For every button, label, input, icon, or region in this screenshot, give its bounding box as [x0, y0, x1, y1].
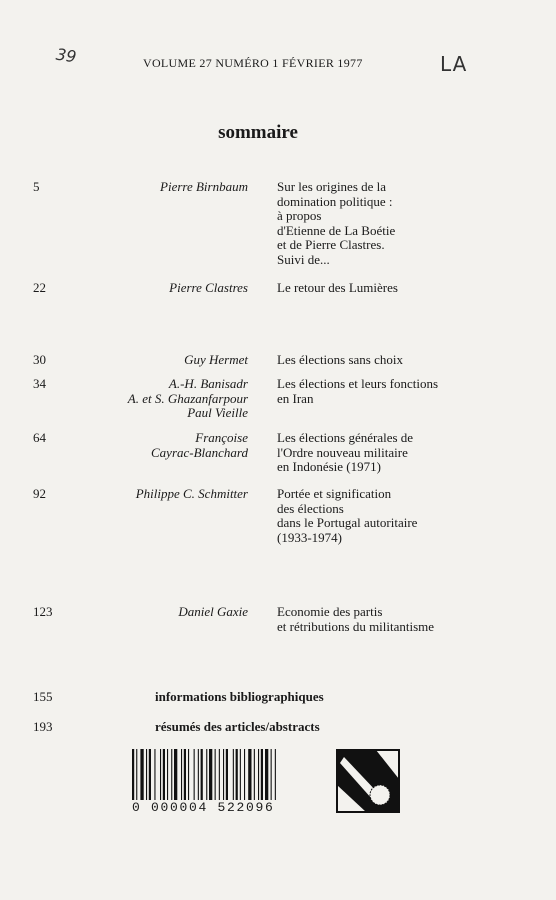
toc-author — [48, 377, 248, 421]
toc-title — [277, 281, 527, 296]
toc-title-line: Les élections sans choix — [277, 352, 403, 367]
barcode-bar — [184, 749, 186, 801]
issue-header: VOLUME 27 NUMÉRO 1 FÉVRIER 1977 — [143, 56, 363, 70]
toc-title — [277, 353, 527, 368]
toc-title-line: en Iran — [277, 390, 314, 406]
toc-section-title: résumés des articles/abstracts — [155, 719, 320, 734]
barcode-bar — [149, 749, 151, 801]
toc-author-line: Daniel Gaxie — [178, 604, 248, 619]
barcode-bar — [236, 749, 238, 801]
toc-title-line: domination politique : — [277, 193, 393, 209]
toc-title-line: l'Ordre nouveau militaire — [277, 444, 408, 460]
barcode-bar — [261, 749, 263, 801]
publisher-logo — [336, 749, 400, 813]
toc-title-line: Portée et signification — [277, 486, 392, 501]
toc-title — [277, 377, 527, 406]
toc-title-line: en Indonésie (1971) — [277, 459, 381, 474]
toc-author-line: Pierre Birnbaum — [160, 179, 248, 194]
barcode-bar — [167, 749, 168, 801]
barcode-bar — [219, 749, 220, 801]
toc-author — [48, 431, 248, 460]
toc-title-line: Suivi de... — [277, 251, 330, 267]
barcode-bar — [244, 749, 245, 801]
toc-title — [277, 431, 527, 475]
barcode-bar — [258, 749, 259, 801]
toc-page-number: 155 — [33, 689, 53, 704]
toc-author-line: Paul Vieille — [187, 405, 248, 420]
barcode-bar — [254, 749, 255, 801]
barcode-bar — [215, 749, 216, 801]
toc-author-line: Cayrac-Blanchard — [151, 444, 248, 460]
toc-title-line: et rétributions du militantisme — [277, 618, 435, 634]
toc-title-line: des élections — [277, 500, 344, 516]
barcode-bar — [174, 749, 177, 801]
toc-author — [48, 605, 248, 620]
page-title: sommaire — [218, 122, 298, 143]
toc-author — [48, 180, 248, 195]
toc-title-line: à propos — [277, 208, 322, 223]
toc-title-line: dans le Portugal autoritaire — [277, 515, 418, 530]
barcode-bar — [171, 749, 172, 801]
barcode-bar — [233, 749, 234, 801]
toc-title-line: et de Pierre Clastres. — [277, 237, 385, 252]
toc-author-line: Philippe C. Schmitter — [135, 486, 248, 501]
barcode-bar — [146, 749, 147, 801]
toc-page-number: 30 — [33, 352, 46, 367]
barcode-bar — [181, 749, 182, 801]
toc-author-line: A. et S. Ghazanfarpour — [127, 390, 248, 406]
barcode-bar — [163, 749, 165, 801]
toc-title — [277, 180, 527, 267]
barcode-bar — [223, 749, 224, 801]
toc-author-line: A.-H. Banisadr — [168, 376, 248, 391]
toc-author-line: Pierre Clastres — [169, 280, 248, 295]
toc-title — [277, 487, 527, 545]
toc-title-line: Les élections et leurs fonctions — [277, 376, 439, 391]
toc-page-number: 92 — [33, 486, 46, 501]
toc-page-number: 34 — [33, 376, 46, 391]
toc-title-line: d'Etienne de La Boétie — [277, 222, 396, 238]
barcode-bar — [154, 749, 155, 801]
barcode-bar — [265, 749, 268, 801]
toc-page-number: 64 — [33, 430, 46, 445]
handwritten-note-right: LA — [440, 52, 468, 76]
handwritten-note-left: 39 — [54, 44, 78, 67]
toc-author — [48, 353, 248, 368]
toc-author — [48, 281, 248, 296]
toc-title-line: (1933-1974) — [277, 529, 342, 545]
toc-title-line: Les élections générales de — [277, 430, 414, 445]
barcode-bar — [188, 749, 189, 801]
toc-title-line: Economie des partis — [277, 604, 383, 619]
toc-title — [277, 605, 527, 634]
toc-page-number: 22 — [33, 280, 46, 295]
toc-author-line: Françoise — [195, 430, 248, 445]
barcode-digits: 0 000004 522096 — [130, 800, 329, 815]
toc-page-number: 123 — [33, 604, 53, 619]
barcode-bar — [240, 749, 241, 801]
toc-page-number: 5 — [33, 179, 40, 194]
toc-title-line: Le retour des Lumières — [277, 280, 398, 295]
barcode-bar — [248, 749, 251, 801]
barcode-bar — [209, 749, 212, 801]
toc-page-number: 193 — [33, 719, 53, 734]
toc-author-line: Guy Hermet — [184, 352, 248, 367]
barcode-bar — [226, 749, 228, 801]
barcode-bar — [198, 749, 199, 801]
toc-title-line: Sur les origines de la — [277, 179, 387, 194]
barcode-bar — [160, 749, 161, 801]
toc-section-title: informations bibliographiques — [155, 689, 324, 704]
toc-author — [48, 487, 248, 502]
barcode-bar — [194, 749, 195, 801]
